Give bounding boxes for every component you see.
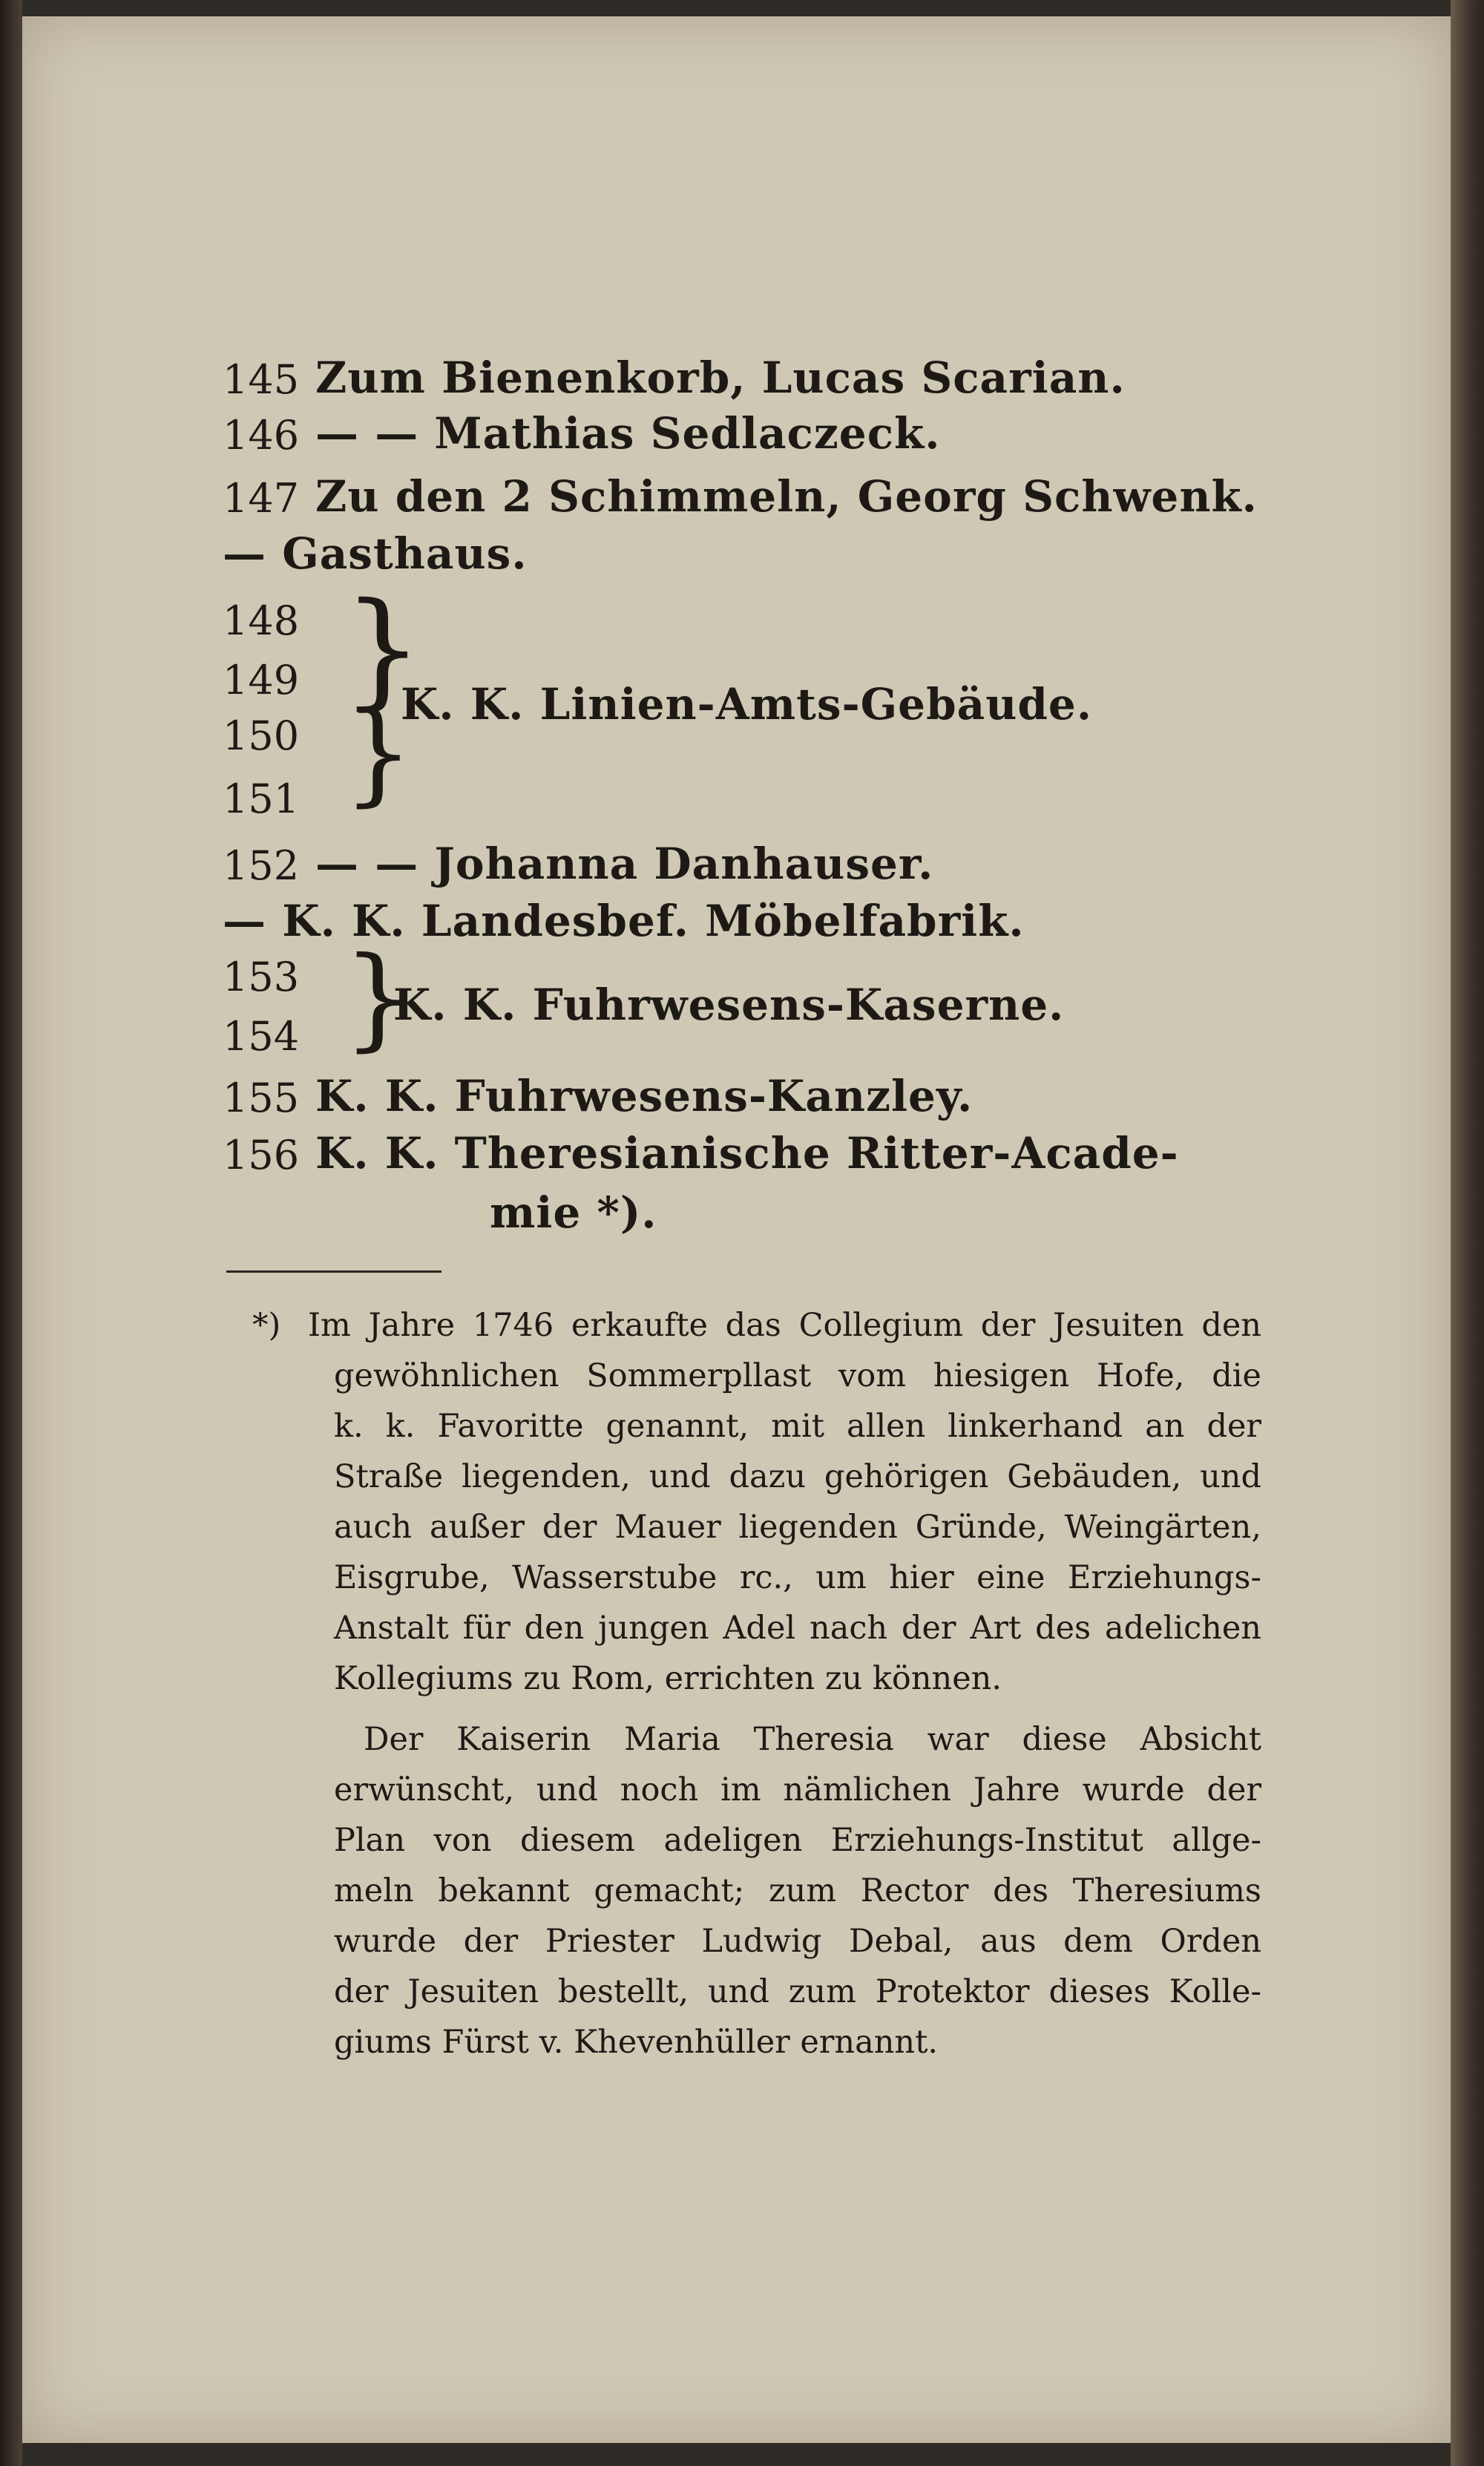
footnote-line: Straße liegenden, und dazu gehörigen Gebäuden, und xyxy=(334,1458,1261,1495)
curly-brace: } xyxy=(343,934,414,1063)
entry-number: 156 xyxy=(223,1132,300,1178)
footnote-rule xyxy=(226,1270,441,1273)
footnote-line: gewöhnlichen Sommerpllast vom hiesigen Hofe, die xyxy=(334,1357,1261,1394)
entry-number: 155 xyxy=(223,1075,300,1121)
footnote-line: Eisgrube, Wasserstube rc., um hier eine Erziehungs- xyxy=(334,1559,1261,1596)
entry-text: — — Johanna Danhauser. xyxy=(315,839,934,889)
entry-text: — Gasthaus. xyxy=(223,528,528,579)
entry-text: K. K. Theresianische Ritter-Acade- xyxy=(315,1128,1179,1178)
footnote-line: wurde der Priester Ludwig Debal, aus dem Orden xyxy=(334,1923,1261,1960)
entry-text: K. K. Linien-Amts-Gebäude. xyxy=(401,679,1093,729)
footnote-line: erwünscht, und noch im nämlichen Jahre wurde der xyxy=(334,1771,1261,1808)
entry-number: 149 xyxy=(223,657,300,704)
footnote-line: Im Jahre 1746 erkaufte das Collegium der Jesuiten den xyxy=(308,1307,1261,1344)
entry-text: K. K. Fuhrwesens-Kaserne. xyxy=(393,980,1065,1030)
curly-brace: } xyxy=(343,576,424,723)
footnote-line: der Jesuiten bestellt, und zum Protektor dieses Kolle- xyxy=(334,1973,1261,2010)
entry-number: 151 xyxy=(223,775,300,822)
footnote-marker: *) xyxy=(252,1307,281,1344)
footnote-line: Anstalt für den jungen Adel nach der Art des adelichen xyxy=(334,1610,1261,1647)
footnote-line: meln bekannt gemacht; zum Rector des Theresiums xyxy=(334,1872,1261,1909)
curly-brace: } xyxy=(343,689,414,818)
entry-number: 148 xyxy=(223,597,300,644)
entry-number: 154 xyxy=(223,1013,300,1060)
entry-text: — — Mathias Sedlaczeck. xyxy=(315,408,941,459)
entry-text: K. K. Fuhrwesens-Kanzley. xyxy=(315,1071,974,1121)
entry-text: Zu den 2 Schimmeln, Georg Schwenk. xyxy=(315,471,1258,522)
entry-number: 146 xyxy=(223,412,300,459)
entry-text: — K. K. Landesbef. Möbelfabrik. xyxy=(223,896,1025,946)
entry-text: Zum Bienenkorb, Lucas Scarian. xyxy=(315,352,1126,403)
entry-number: 147 xyxy=(223,475,300,522)
entry-number: 152 xyxy=(223,842,300,889)
footnote-line: auch außer der Mauer liegenden Gründe, Weingärten, xyxy=(334,1509,1261,1546)
entry-number: 145 xyxy=(223,356,300,403)
book-spine-edge xyxy=(1451,0,1484,2466)
footnote-line: Plan von diesem adeligen Erziehungs-Institut allge- xyxy=(334,1822,1261,1859)
entry-text: mie *). xyxy=(490,1187,657,1238)
book-left-edge xyxy=(0,0,22,2466)
entry-number: 150 xyxy=(223,712,300,759)
entry-number: 153 xyxy=(223,954,300,1000)
footnote-line: giums Fürst v. Khevenhüller ernannt. xyxy=(334,2024,939,2061)
footnote-line: k. k. Favoritte genannt, mit allen linkerhand an der xyxy=(334,1408,1261,1445)
footnote-line: Der Kaiserin Maria Theresia war diese Absicht xyxy=(364,1721,1261,1758)
footnote-line: Kollegiums zu Rom, errichten zu können. xyxy=(334,1660,1002,1697)
